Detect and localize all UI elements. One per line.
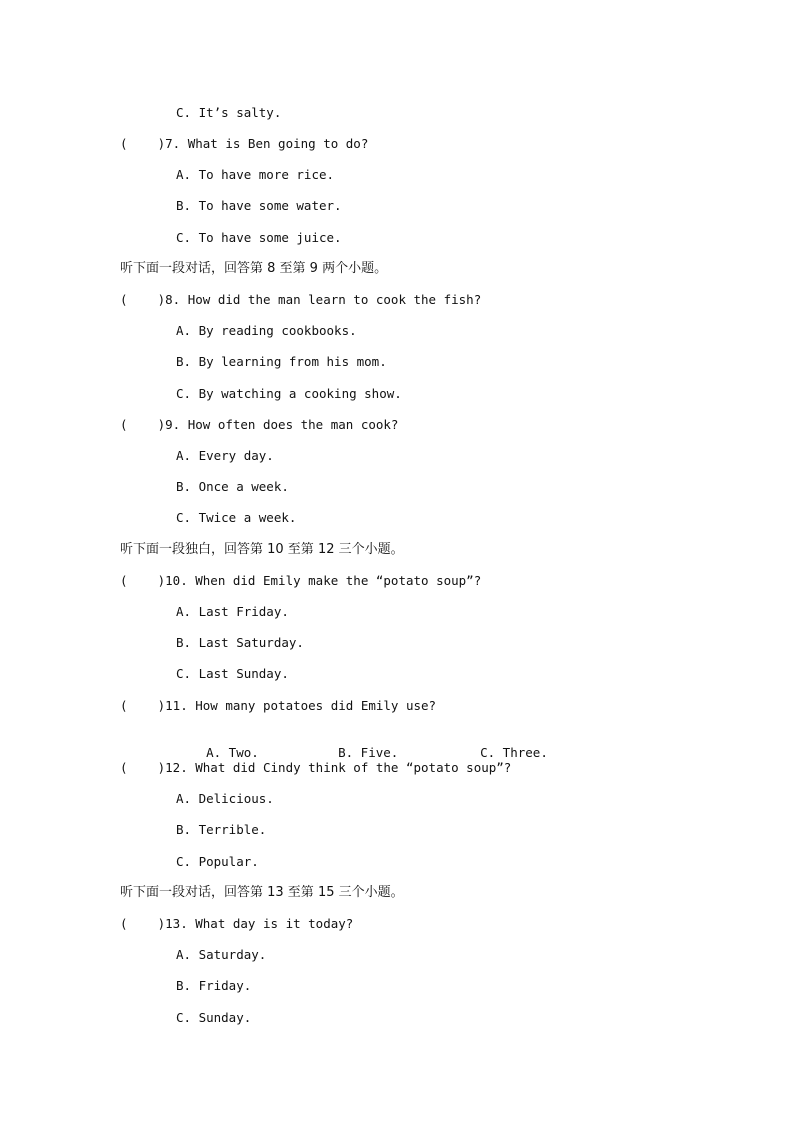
option-12a: A. Delicious. (176, 791, 274, 806)
section-instruction-13-15: 听下面一段对话，回答第 13 至第 15 三个小题。 (120, 885, 404, 900)
option-12c: C. Popular. (176, 854, 259, 869)
option-13b: B. Friday. (176, 978, 252, 993)
question-7: ( )7. What is Ben going to do? (120, 136, 369, 151)
option-10a: A. Last Friday. (176, 604, 289, 619)
option-13c: C. Sunday. (176, 1010, 252, 1025)
option-8c: C. By watching a cooking show. (176, 386, 402, 401)
option-9c: C. Twice a week. (176, 510, 297, 525)
option-9b: B. Once a week. (176, 479, 289, 494)
section-instruction-10-12: 听下面一段独白，回答第 10 至第 12 三个小题。 (120, 542, 404, 557)
option-7c: C. To have some juice. (176, 230, 342, 245)
option-8b: B. By learning from his mom. (176, 354, 387, 369)
option-10c: C. Last Sunday. (176, 666, 289, 681)
question-9: ( )9. How often does the man cook? (120, 417, 399, 432)
option-10b: B. Last Saturday. (176, 635, 304, 650)
option-7a: A. To have more rice. (176, 167, 335, 182)
option-12b: B. Terrible. (176, 822, 267, 837)
question-10: ( )10. When did Emily make the “potato soup”? (120, 573, 482, 588)
option-8a: A. By reading cookbooks. (176, 323, 357, 338)
question-13: ( )13. What day is it today? (120, 916, 354, 931)
option-11a: A. Two. (206, 745, 259, 760)
option-7b: B. To have some water. (176, 198, 342, 213)
question-12: ( )12. What did Cindy think of the “potato soup”? (120, 760, 512, 775)
question-8: ( )8. How did the man learn to cook the fish? (120, 292, 482, 307)
section-instruction-8-9: 听下面一段对话，回答第 8 至第 9 两个小题。 (120, 261, 388, 276)
option-9a: A. Every day. (176, 448, 274, 463)
question-11: ( )11. How many potatoes did Emily use? (120, 698, 437, 713)
option-13a: A. Saturday. (176, 947, 267, 962)
option-11b: B. Five. (338, 745, 399, 760)
option-6c: C. It’s salty. (176, 105, 282, 120)
option-11c: C. Three. (480, 745, 548, 760)
